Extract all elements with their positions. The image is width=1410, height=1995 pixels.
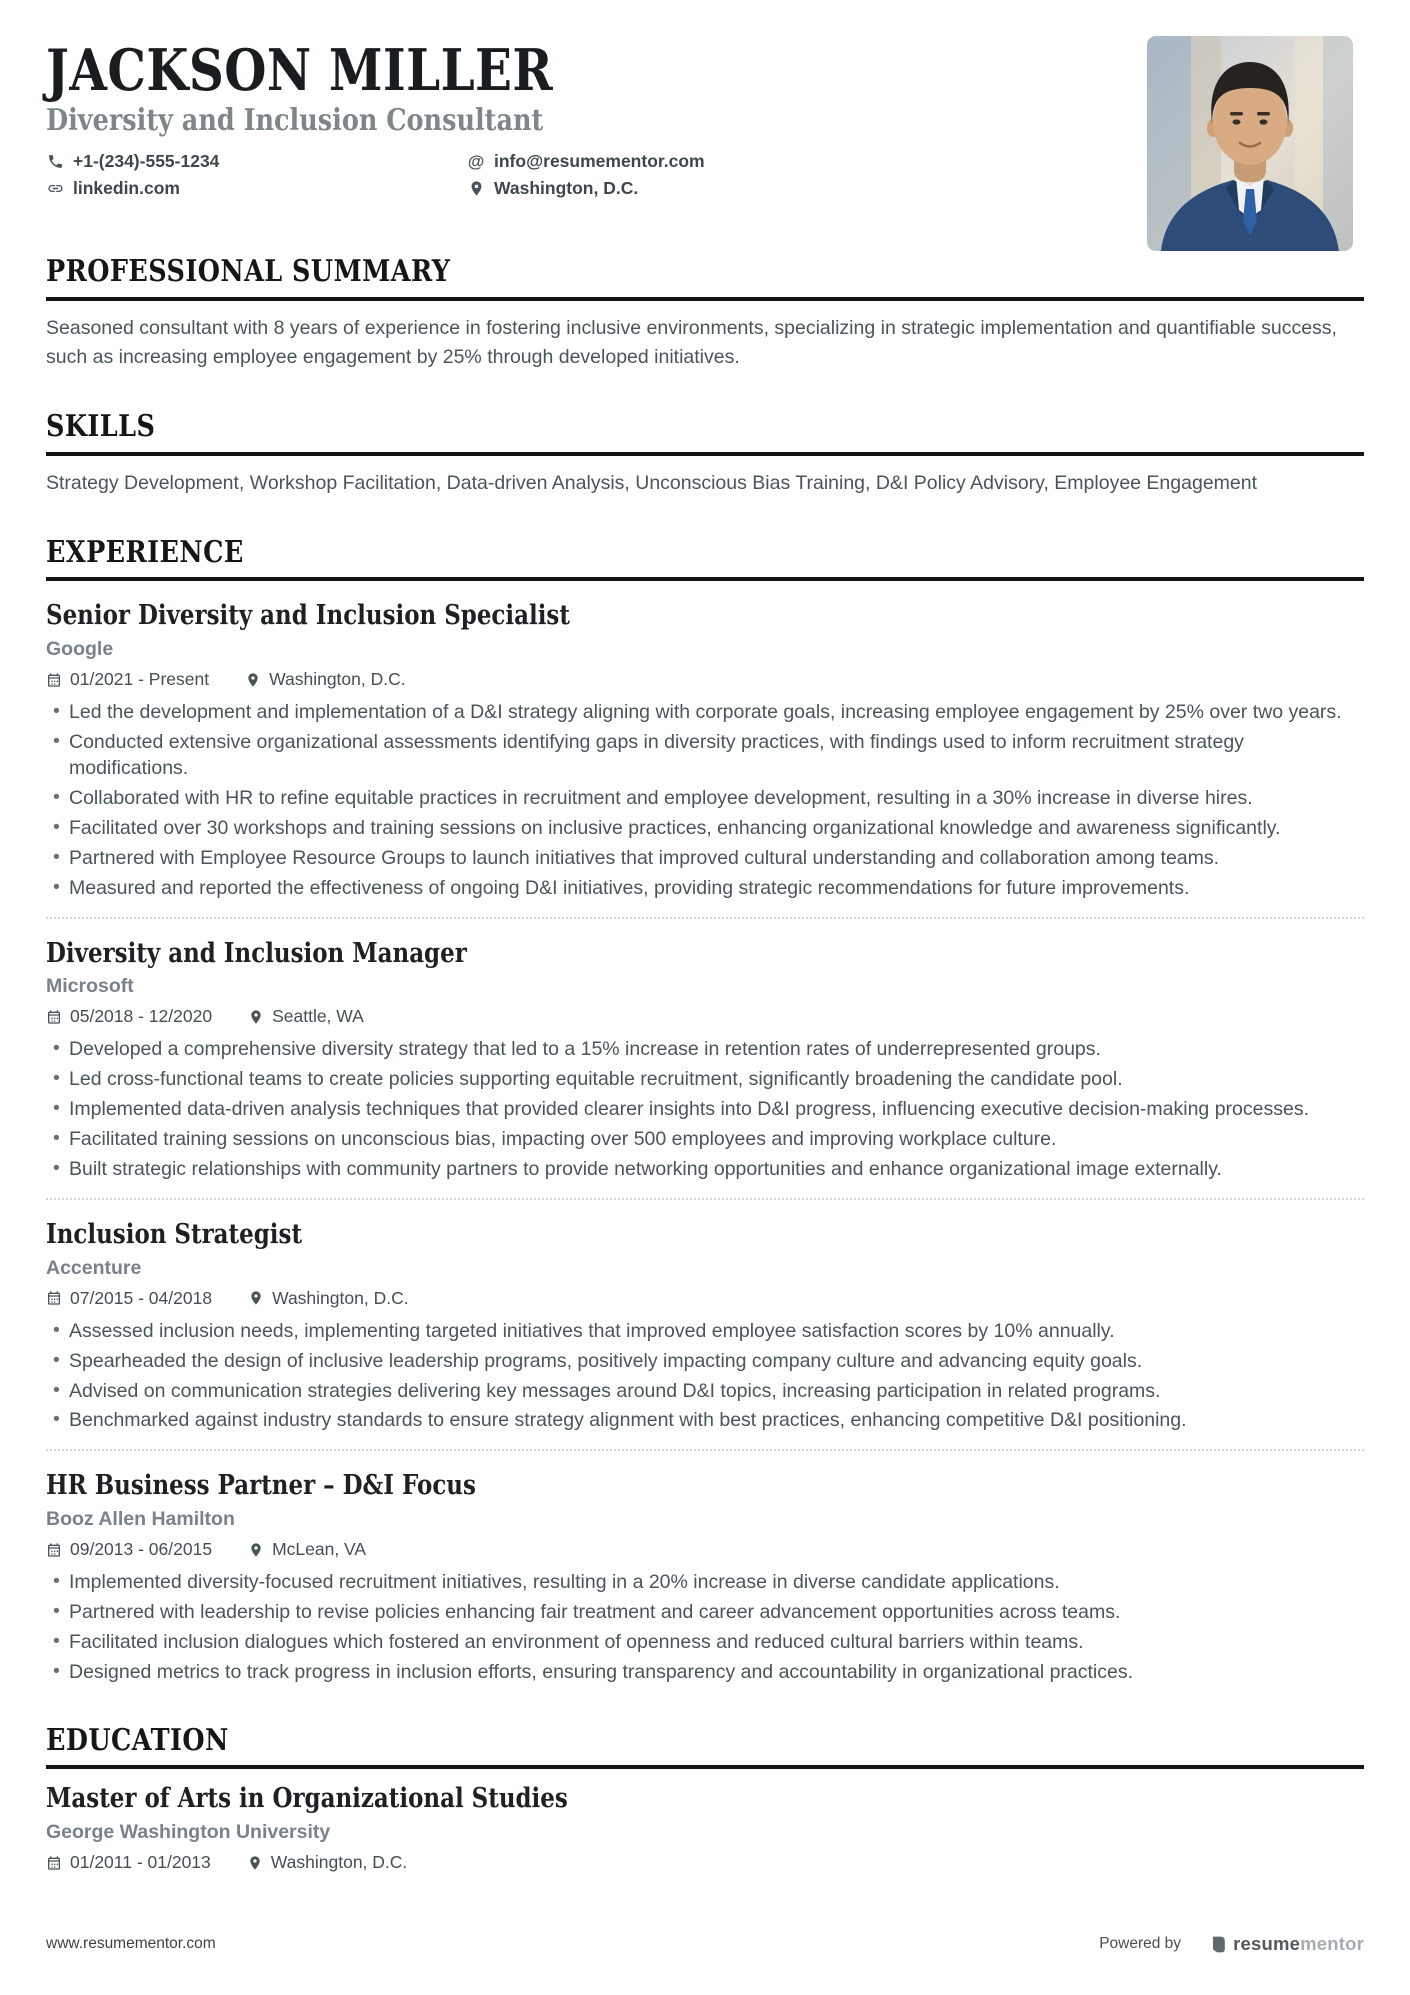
job-meta	[46, 669, 1364, 690]
email-at-icon	[467, 153, 485, 170]
bullet-item: • Measured and reported the effectiveness of ongoing D&I initiatives, providing strategic recommendations for future improvements.	[46, 876, 1364, 902]
resumementor-logo[interactable]	[1209, 1933, 1364, 1955]
job-location: McLean, VA	[272, 1539, 367, 1560]
company-name: Booz Allen Hamilton	[46, 1508, 235, 1531]
email-address: info@resumementor.com	[494, 151, 705, 172]
school-name: George Washington University	[46, 1821, 331, 1844]
bullet-item: • Implemented diversity-focused recruitment initiatives, resulting in a 20% increase in diverse candidate applications.	[46, 1570, 1364, 1596]
job-bullets	[46, 1319, 1364, 1435]
location-pin-icon	[248, 1542, 264, 1558]
calendar-icon	[46, 1855, 62, 1871]
job-entry-microsoft	[46, 925, 1364, 1183]
phone-number: +1-(234)-555-1234	[73, 151, 220, 172]
name-heading: JACKSON MILLER	[46, 37, 554, 104]
section-education	[46, 1724, 1364, 1873]
job-title: Inclusion Strategist	[46, 1218, 303, 1250]
profile-photo	[1147, 36, 1353, 251]
job-dates: 01/2021 - Present	[70, 669, 210, 690]
job-title: Senior Diversity and Inclusion Specialist	[46, 600, 570, 632]
job-bullets	[46, 700, 1364, 901]
powered-by-label: Powered by	[1099, 1935, 1182, 1952]
section-heading-rule	[46, 1724, 1364, 1770]
job-divider	[46, 917, 1364, 919]
bullet-item: • Benchmarked against industry standards to ensure strategy alignment with best practices, enhancing competitive D&I positioning.	[46, 1408, 1364, 1434]
bullet-item: • Developed a comprehensive diversity strategy that led to a 15% increase in retention rates of underrepresented groups.	[46, 1037, 1364, 1063]
section-heading-rule	[46, 536, 1364, 582]
job-dates-item	[46, 1006, 212, 1027]
job-entry-booz-allen	[46, 1457, 1364, 1685]
bullet-item: • Partnered with leadership to revise policies enhancing fair treatment and career advancement opportunities across teams.	[46, 1600, 1364, 1626]
job-location-item	[248, 1539, 366, 1560]
job-location: Washington, D.C.	[272, 1287, 409, 1308]
bullet-item: • Conducted extensive organizational assessments identifying gaps in diversity practices, with findings used to inform recruitment strategy modifications.	[46, 730, 1364, 782]
bullet-item: • Partnered with Employee Resource Groups to launch initiatives that improved cultural understanding and collaboration among teams.	[46, 846, 1364, 872]
education-dates: 01/2011 - 01/2013	[70, 1852, 211, 1873]
job-title: HR Business Partner – D&I Focus	[46, 1470, 476, 1502]
section-heading-rule	[46, 410, 1364, 456]
education-heading: EDUCATION	[46, 1722, 229, 1758]
bullet-item: • Facilitated inclusion dialogues which fostered an environment of openness and reduced cultural barriers within teams.	[46, 1630, 1364, 1656]
bullet-item: • Advised on communication strategies delivering key messages around D&I topics, increasing participation in related programs.	[46, 1379, 1364, 1405]
job-bullets	[46, 1570, 1364, 1686]
education-location: Washington, D.C.	[270, 1852, 408, 1873]
job-location-item	[248, 1288, 409, 1309]
job-dates: 09/2013 - 06/2015	[70, 1539, 213, 1560]
bullet-item: • Led the development and implementation of a D&I strategy aligning with corporate goals, increasing employee engagement by 25% over two years.	[46, 700, 1364, 726]
job-bullets	[46, 1037, 1364, 1183]
bullet-item: • Facilitated training sessions on unconscious bias, impacting over 500 employees and improving workplace culture.	[46, 1127, 1364, 1153]
calendar-icon	[46, 1542, 62, 1558]
location-pin-icon	[245, 672, 261, 688]
summary-text: Seasoned consultant with 8 years of experience in fostering inclusive environments, specializing in strategic implementation and quantifiable success, such as increasing employee engagement by 25% through developed initiatives.	[46, 316, 1337, 368]
education-dates-item	[46, 1852, 211, 1873]
bullet-item: • Facilitated over 30 workshops and training sessions on inclusive practices, enhancing organizational knowledge and awareness significantly.	[46, 816, 1364, 842]
page-footer	[46, 1933, 1364, 1955]
job-meta	[46, 1288, 1364, 1309]
section-professional-summary	[46, 255, 1364, 372]
job-entry-accenture	[46, 1206, 1364, 1434]
bullet-item: • Collaborated with HR to refine equitable practices in recruitment and employee development, resulting in a 30% increase in diverse hires.	[46, 786, 1364, 812]
location-pin-icon	[248, 1290, 264, 1306]
bullet-item: • Implemented data-driven analysis techniques that provided clearer insights into D&I progress, influencing executive decision-making processes.	[46, 1097, 1364, 1123]
job-location-item	[248, 1006, 364, 1027]
footer-branding	[1099, 1933, 1364, 1955]
job-meta	[46, 1006, 1364, 1027]
link-icon	[46, 180, 64, 197]
job-dates-item	[46, 1288, 212, 1309]
skills-text: Strategy Development, Workshop Facilitation, Data-driven Analysis, Unconscious Bias Training, D&I Policy Advisory, Employee Engagement	[46, 471, 1258, 494]
section-skills	[46, 410, 1364, 498]
job-entry-google	[46, 587, 1364, 901]
contact-phone[interactable]	[46, 151, 467, 172]
job-dates: 07/2015 - 04/2018	[70, 1287, 213, 1308]
degree-title: Master of Arts in Organizational Studies	[46, 1783, 568, 1815]
resumementor-logo-icon	[1209, 1934, 1228, 1955]
phone-icon	[46, 153, 64, 170]
bullet-item: • Spearheaded the design of inclusive leadership programs, positively impacting company culture and advancing equity goals.	[46, 1349, 1364, 1375]
contact-linkedin[interactable]	[46, 178, 467, 199]
linkedin-url: linkedin.com	[73, 178, 180, 199]
job-divider	[46, 1198, 1364, 1200]
education-meta	[46, 1852, 1364, 1873]
job-divider	[46, 1449, 1364, 1451]
job-location-item	[245, 669, 406, 690]
job-location: Washington, D.C.	[269, 669, 406, 690]
company-name: Accenture	[46, 1256, 142, 1279]
company-name: Microsoft	[46, 975, 134, 998]
resume-header	[46, 0, 1364, 199]
profile-photo-illustration	[1147, 36, 1353, 251]
skills-heading: SKILLS	[46, 409, 156, 445]
job-dates-item	[46, 669, 209, 690]
job-dates-item	[46, 1539, 212, 1560]
bullet-item: • Led cross-functional teams to create policies supporting equitable recruitment, significantly broadening the candidate pool.	[46, 1067, 1364, 1093]
location-pin-icon	[247, 1855, 263, 1871]
summary-heading: PROFESSIONAL SUMMARY	[46, 254, 451, 290]
logo-text-mentor: mentor	[1300, 1933, 1364, 1954]
bullet-item: • Built strategic relationships with community partners to provide networking opportunities and enhance organizational image externally.	[46, 1157, 1364, 1183]
job-meta	[46, 1539, 1364, 1560]
company-name: Google	[46, 638, 114, 661]
job-location: Seattle, WA	[272, 1006, 364, 1027]
job-dates: 05/2018 - 12/2020	[70, 1006, 213, 1027]
bullet-item: • Assessed inclusion needs, implementing targeted initiatives that improved employee satisfaction scores by 10% annually.	[46, 1319, 1364, 1345]
education-location-item	[247, 1852, 408, 1873]
calendar-icon	[46, 1009, 62, 1025]
footer-website-link[interactable]: www.resumementor.com	[46, 1935, 216, 1952]
calendar-icon	[46, 1290, 62, 1306]
section-experience	[46, 536, 1364, 1686]
section-heading-rule	[46, 255, 1364, 301]
calendar-icon	[46, 672, 62, 688]
location-pin-icon	[467, 180, 485, 197]
location-text: Washington, D.C.	[494, 178, 639, 199]
header-job-title: Diversity and Inclusion Consultant	[46, 103, 544, 139]
experience-heading: EXPERIENCE	[46, 534, 244, 570]
bullet-item: • Designed metrics to track progress in inclusion efforts, ensuring transparency and accountability in organizational practices.	[46, 1660, 1364, 1686]
logo-text-resume: resume	[1233, 1933, 1301, 1954]
job-title: Diversity and Inclusion Manager	[46, 937, 467, 969]
location-pin-icon	[248, 1009, 264, 1025]
